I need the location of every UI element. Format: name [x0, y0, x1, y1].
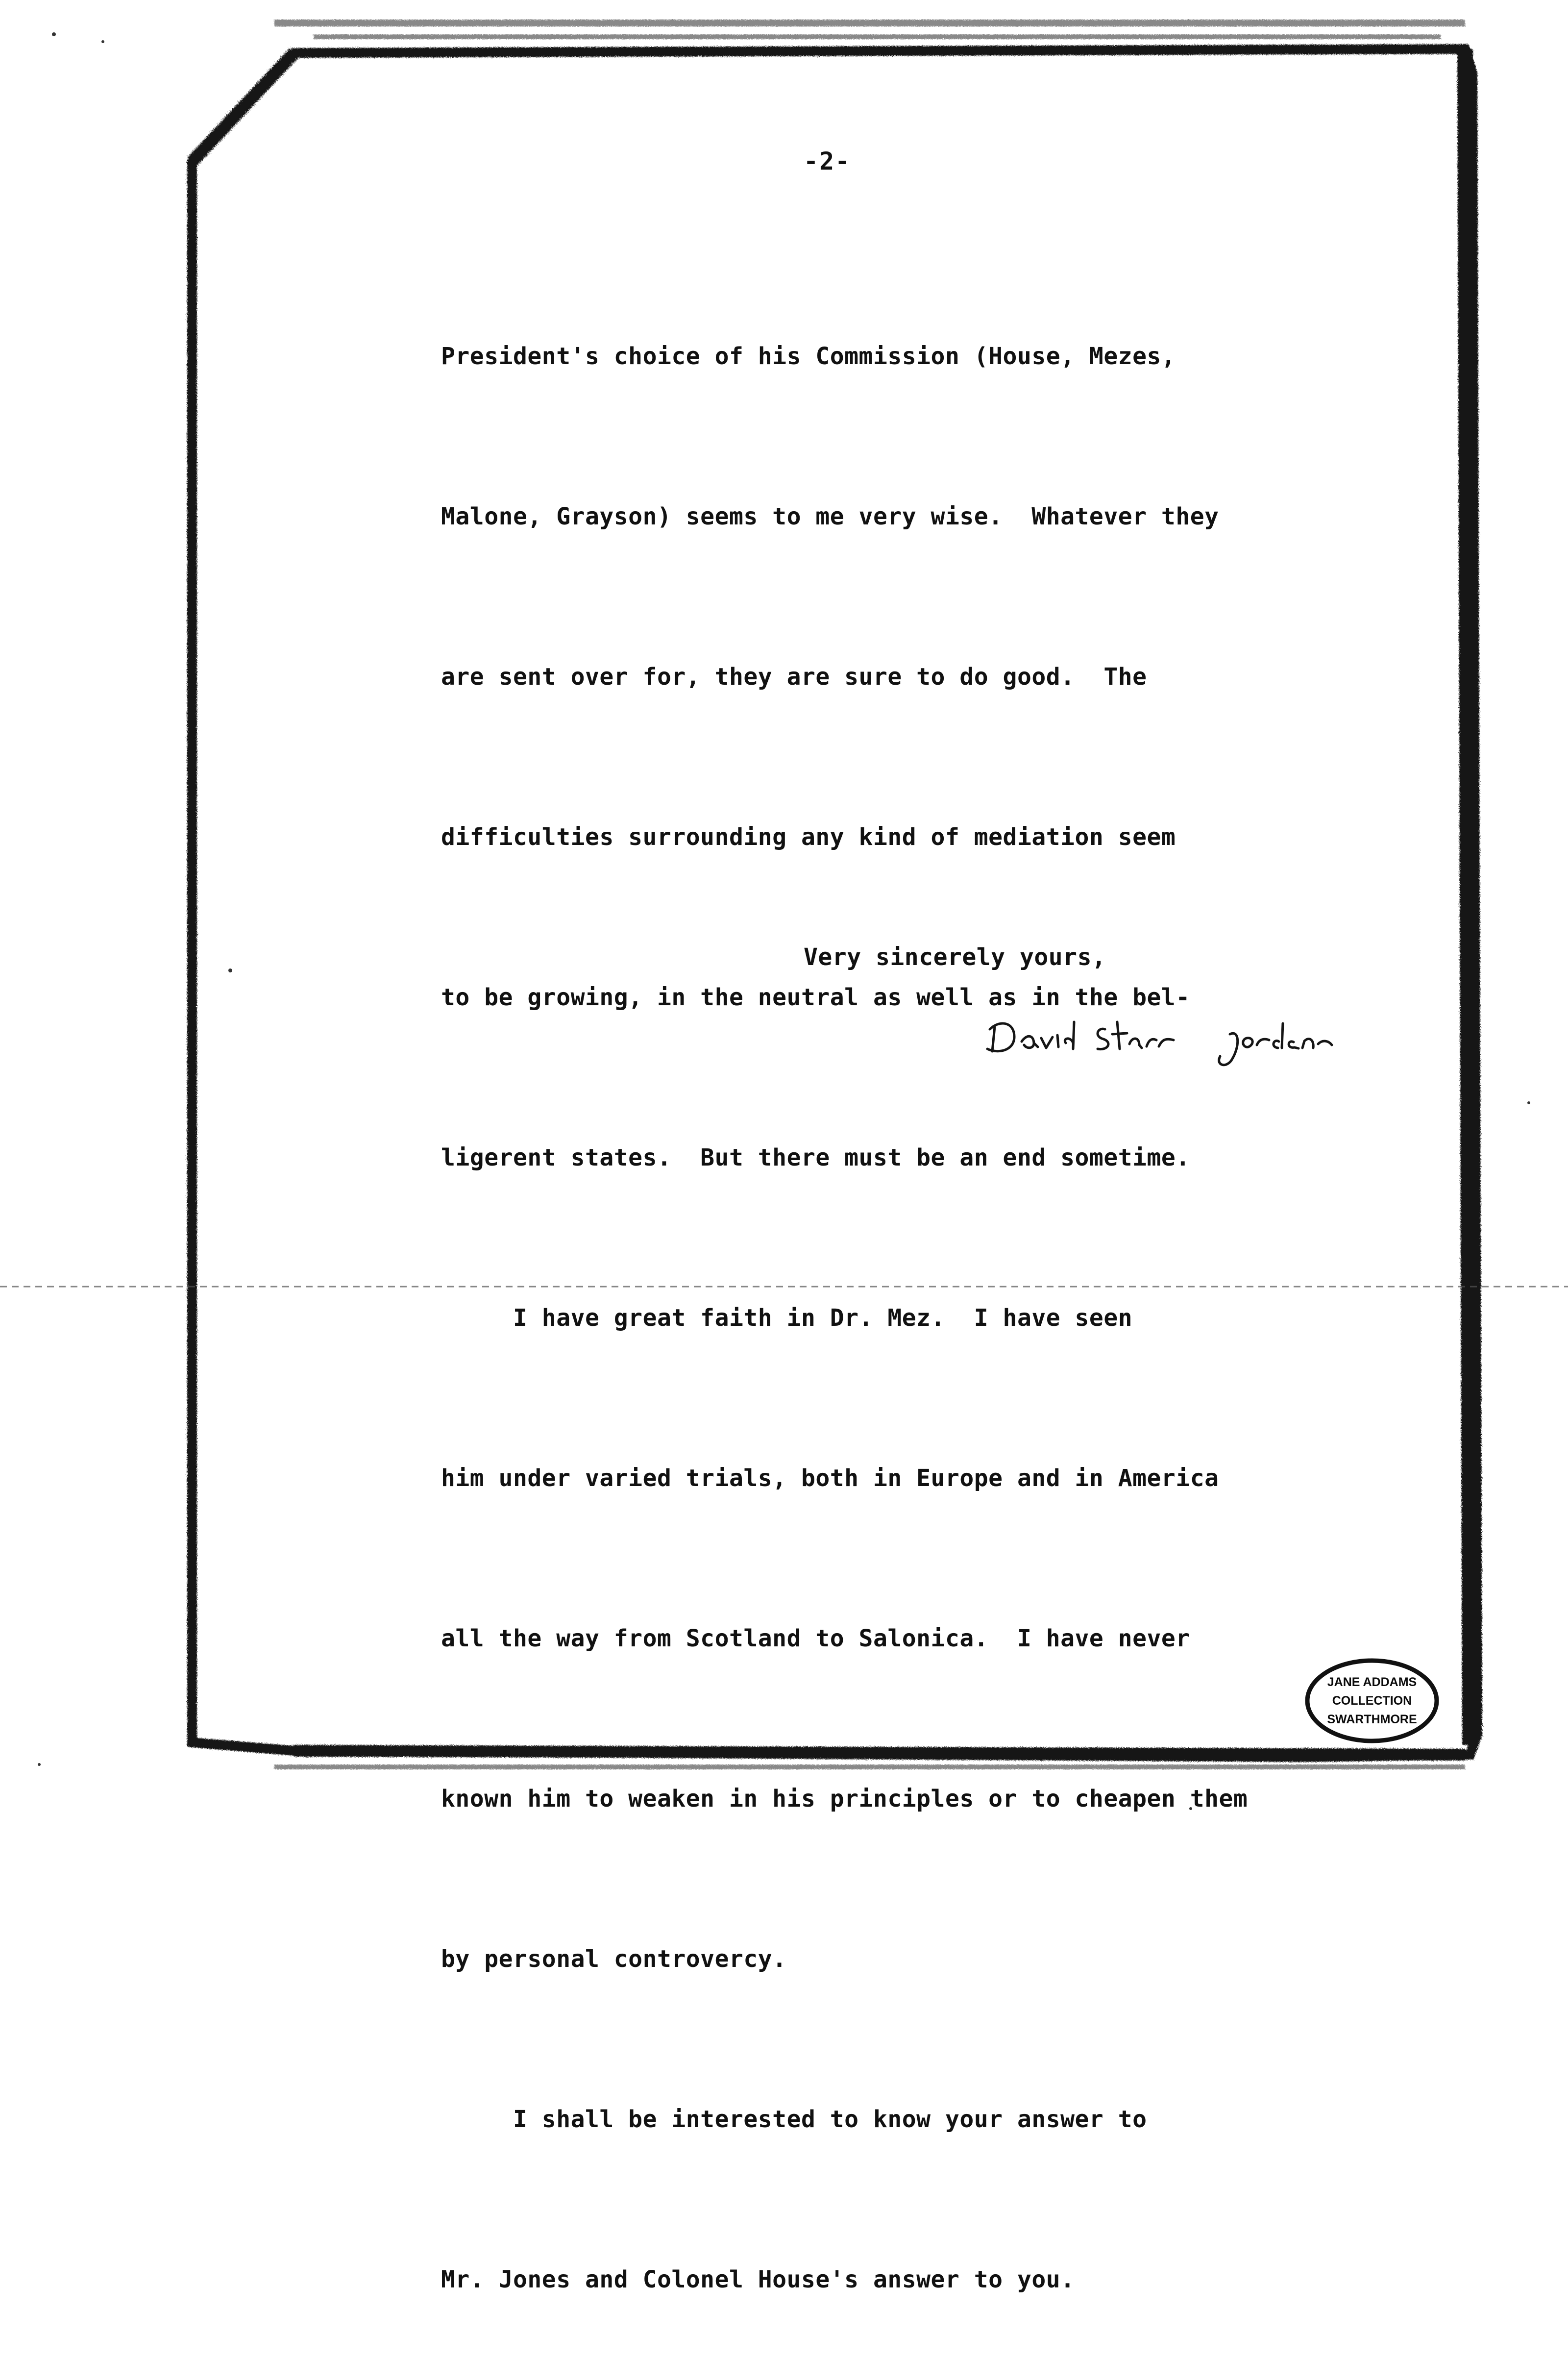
letter-body: [441, 223, 1372, 2360]
body-line: I have great faith in Dr. Mez. I have seen: [441, 1304, 1133, 1332]
stamp-line: SWARTHMORE: [1327, 1713, 1417, 1726]
body-line: are sent over for, they are sure to do good. The: [441, 663, 1147, 691]
scan-noise-top: [274, 20, 1465, 39]
body-line: all the way from Scotland to Salonica. I have never: [441, 1625, 1190, 1652]
closing-salutation: Very sincerely yours,: [804, 944, 1106, 971]
body-line: I shall be interested to know your answer to: [441, 2106, 1147, 2133]
collection-stamp: [1303, 1657, 1441, 1745]
body-line: Malone, Grayson) seems to me very wise. Whatever they: [441, 503, 1219, 530]
body-line: him under varied trials, both in Europe and in America: [441, 1465, 1219, 1492]
body-line: President's choice of his Commission (House, Mezes,: [441, 343, 1176, 370]
body-line: difficulties surrounding any kind of mediation seem: [441, 823, 1176, 851]
handwritten-signature: [980, 1000, 1372, 1073]
body-line: ligerent states. But there must be an end sometime.: [441, 1144, 1190, 1171]
stamp-line: COLLECTION: [1332, 1694, 1412, 1708]
body-line: Mr. Jones and Colonel House's answer to you.: [441, 2266, 1075, 2293]
body-line: to be growing, in the neutral as well as in the bel-: [441, 984, 1190, 1011]
body-line: known him to weaken in his principles or to cheapen them: [441, 1785, 1248, 1813]
page-number: -2-: [804, 147, 851, 175]
stamp-line: JANE ADDAMS: [1327, 1675, 1417, 1689]
body-line: by personal controvercy.: [441, 1945, 787, 1973]
